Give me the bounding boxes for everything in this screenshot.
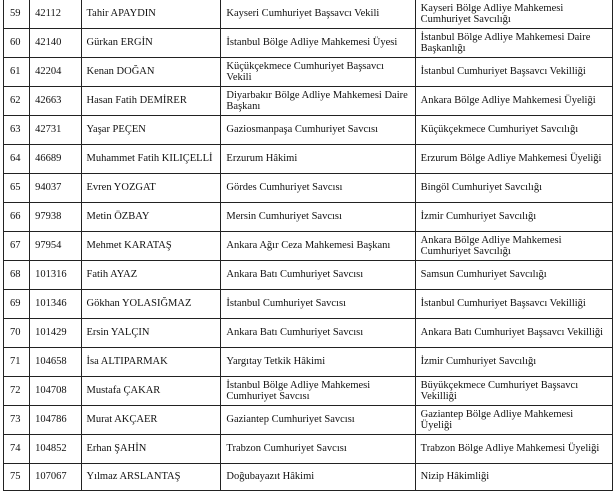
row-number-cell: 65 (4, 174, 30, 203)
person-name-cell: Fatih AYAZ (81, 261, 221, 290)
person-name-cell: Muhammet Fatih KILIÇELLİ (81, 145, 221, 174)
current-post-cell: Erzurum Hâkimi (221, 145, 415, 174)
current-post-cell: İstanbul Bölge Adliye Mahkemesi Cumhuriyet Savcısı (221, 377, 415, 406)
registry-number-cell: 97954 (30, 232, 81, 261)
appointments-table (3, 0, 613, 491)
new-post-cell: Kayseri Bölge Adliye Mahkemesi Cumhuriyet Savcılığı (415, 0, 612, 29)
current-post-cell: Gördes Cumhuriyet Savcısı (221, 174, 415, 203)
table-row (4, 58, 613, 87)
table-row (4, 464, 613, 491)
current-post-cell: İstanbul Bölge Adliye Mahkemesi Üyesi (221, 29, 415, 58)
registry-number-cell: 107067 (30, 464, 81, 491)
table-row (4, 29, 613, 58)
row-number-cell: 61 (4, 58, 30, 87)
new-post-cell: Küçükçekmece Cumhuriyet Savcılığı (415, 116, 612, 145)
row-number-cell: 67 (4, 232, 30, 261)
table-row (4, 261, 613, 290)
registry-number-cell: 42140 (30, 29, 81, 58)
person-name-cell: Hasan Fatih DEMİRER (81, 87, 221, 116)
table-row (4, 0, 613, 29)
person-name-cell: Murat AKÇAER (81, 406, 221, 435)
person-name-cell: Gökhan YOLASIĞMAZ (81, 290, 221, 319)
registry-number-cell: 42731 (30, 116, 81, 145)
new-post-cell: Trabzon Bölge Adliye Mahkemesi Üyeliği (415, 435, 612, 464)
table-row (4, 406, 613, 435)
table-row (4, 377, 613, 406)
row-number-cell: 73 (4, 406, 30, 435)
registry-number-cell: 42112 (30, 0, 81, 29)
new-post-cell: Ankara Bölge Adliye Mahkemesi Cumhuriyet Savcılığı (415, 232, 612, 261)
registry-number-cell: 46689 (30, 145, 81, 174)
current-post-cell: Gaziantep Cumhuriyet Savcısı (221, 406, 415, 435)
person-name-cell: Ersin YALÇIN (81, 319, 221, 348)
new-post-cell: Erzurum Bölge Adliye Mahkemesi Üyeliği (415, 145, 612, 174)
current-post-cell: Diyarbakır Bölge Adliye Mahkemesi Daire Başkanı (221, 87, 415, 116)
registry-number-cell: 42204 (30, 58, 81, 87)
person-name-cell: Kenan DOĞAN (81, 58, 221, 87)
row-number-cell: 72 (4, 377, 30, 406)
row-number-cell: 66 (4, 203, 30, 232)
current-post-cell: Gaziosmanpaşa Cumhuriyet Savcısı (221, 116, 415, 145)
row-number-cell: 75 (4, 464, 30, 491)
registry-number-cell: 104658 (30, 348, 81, 377)
current-post-cell: Mersin Cumhuriyet Savcısı (221, 203, 415, 232)
registry-number-cell: 94037 (30, 174, 81, 203)
registry-number-cell: 104852 (30, 435, 81, 464)
new-post-cell: İstanbul Cumhuriyet Başsavcı Vekilliği (415, 58, 612, 87)
current-post-cell: İstanbul Cumhuriyet Savcısı (221, 290, 415, 319)
row-number-cell: 60 (4, 29, 30, 58)
current-post-cell: Ankara Batı Cumhuriyet Savcısı (221, 261, 415, 290)
registry-number-cell: 101429 (30, 319, 81, 348)
new-post-cell: İzmir Cumhuriyet Savcılığı (415, 348, 612, 377)
table-row (4, 290, 613, 319)
person-name-cell: Mustafa ÇAKAR (81, 377, 221, 406)
registry-number-cell: 97938 (30, 203, 81, 232)
new-post-cell: Büyükçekmece Cumhuriyet Başsavcı Vekilliği (415, 377, 612, 406)
new-post-cell: Ankara Bölge Adliye Mahkemesi Üyeliği (415, 87, 612, 116)
current-post-cell: Trabzon Cumhuriyet Savcısı (221, 435, 415, 464)
table-row (4, 232, 613, 261)
person-name-cell: Metin ÖZBAY (81, 203, 221, 232)
row-number-cell: 64 (4, 145, 30, 174)
registry-number-cell: 42663 (30, 87, 81, 116)
new-post-cell: İzmir Cumhuriyet Savcılığı (415, 203, 612, 232)
registry-number-cell: 101346 (30, 290, 81, 319)
table-row (4, 174, 613, 203)
table-row (4, 87, 613, 116)
row-number-cell: 69 (4, 290, 30, 319)
row-number-cell: 70 (4, 319, 30, 348)
new-post-cell: Ankara Batı Cumhuriyet Başsavcı Vekilliği (415, 319, 612, 348)
current-post-cell: Ankara Ağır Ceza Mahkemesi Başkanı (221, 232, 415, 261)
new-post-cell: Samsun Cumhuriyet Savcılığı (415, 261, 612, 290)
person-name-cell: Evren YOZGAT (81, 174, 221, 203)
current-post-cell: Yargıtay Tetkik Hâkimi (221, 348, 415, 377)
registry-number-cell: 104708 (30, 377, 81, 406)
person-name-cell: Gürkan ERGİN (81, 29, 221, 58)
row-number-cell: 71 (4, 348, 30, 377)
person-name-cell: Yılmaz ARSLANTAŞ (81, 464, 221, 491)
new-post-cell: Gaziantep Bölge Adliye Mahkemesi Üyeliği (415, 406, 612, 435)
current-post-cell: Küçükçekmece Cumhuriyet Başsavcı Vekili (221, 58, 415, 87)
person-name-cell: Yaşar PEÇEN (81, 116, 221, 145)
table-row (4, 116, 613, 145)
new-post-cell: İstanbul Cumhuriyet Başsavcı Vekilliği (415, 290, 612, 319)
new-post-cell: İstanbul Bölge Adliye Mahkemesi Daire Başkanlığı (415, 29, 612, 58)
current-post-cell: Kayseri Cumhuriyet Başsavcı Vekili (221, 0, 415, 29)
appointments-table-body (4, 0, 613, 491)
current-post-cell: Ankara Batı Cumhuriyet Savcısı (221, 319, 415, 348)
current-post-cell: Doğubayazıt Hâkimi (221, 464, 415, 491)
new-post-cell: Bingöl Cumhuriyet Savcılığı (415, 174, 612, 203)
person-name-cell: Mehmet KARATAŞ (81, 232, 221, 261)
person-name-cell: Tahir APAYDIN (81, 0, 221, 29)
row-number-cell: 74 (4, 435, 30, 464)
new-post-cell: Nizip Hâkimliği (415, 464, 612, 491)
registry-number-cell: 101316 (30, 261, 81, 290)
registry-number-cell: 104786 (30, 406, 81, 435)
person-name-cell: İsa ALTIPARMAK (81, 348, 221, 377)
table-row (4, 203, 613, 232)
table-row (4, 348, 613, 377)
table-row (4, 435, 613, 464)
row-number-cell: 62 (4, 87, 30, 116)
person-name-cell: Erhan ŞAHİN (81, 435, 221, 464)
row-number-cell: 63 (4, 116, 30, 145)
table-row (4, 319, 613, 348)
table-row (4, 145, 613, 174)
row-number-cell: 68 (4, 261, 30, 290)
row-number-cell: 59 (4, 0, 30, 29)
